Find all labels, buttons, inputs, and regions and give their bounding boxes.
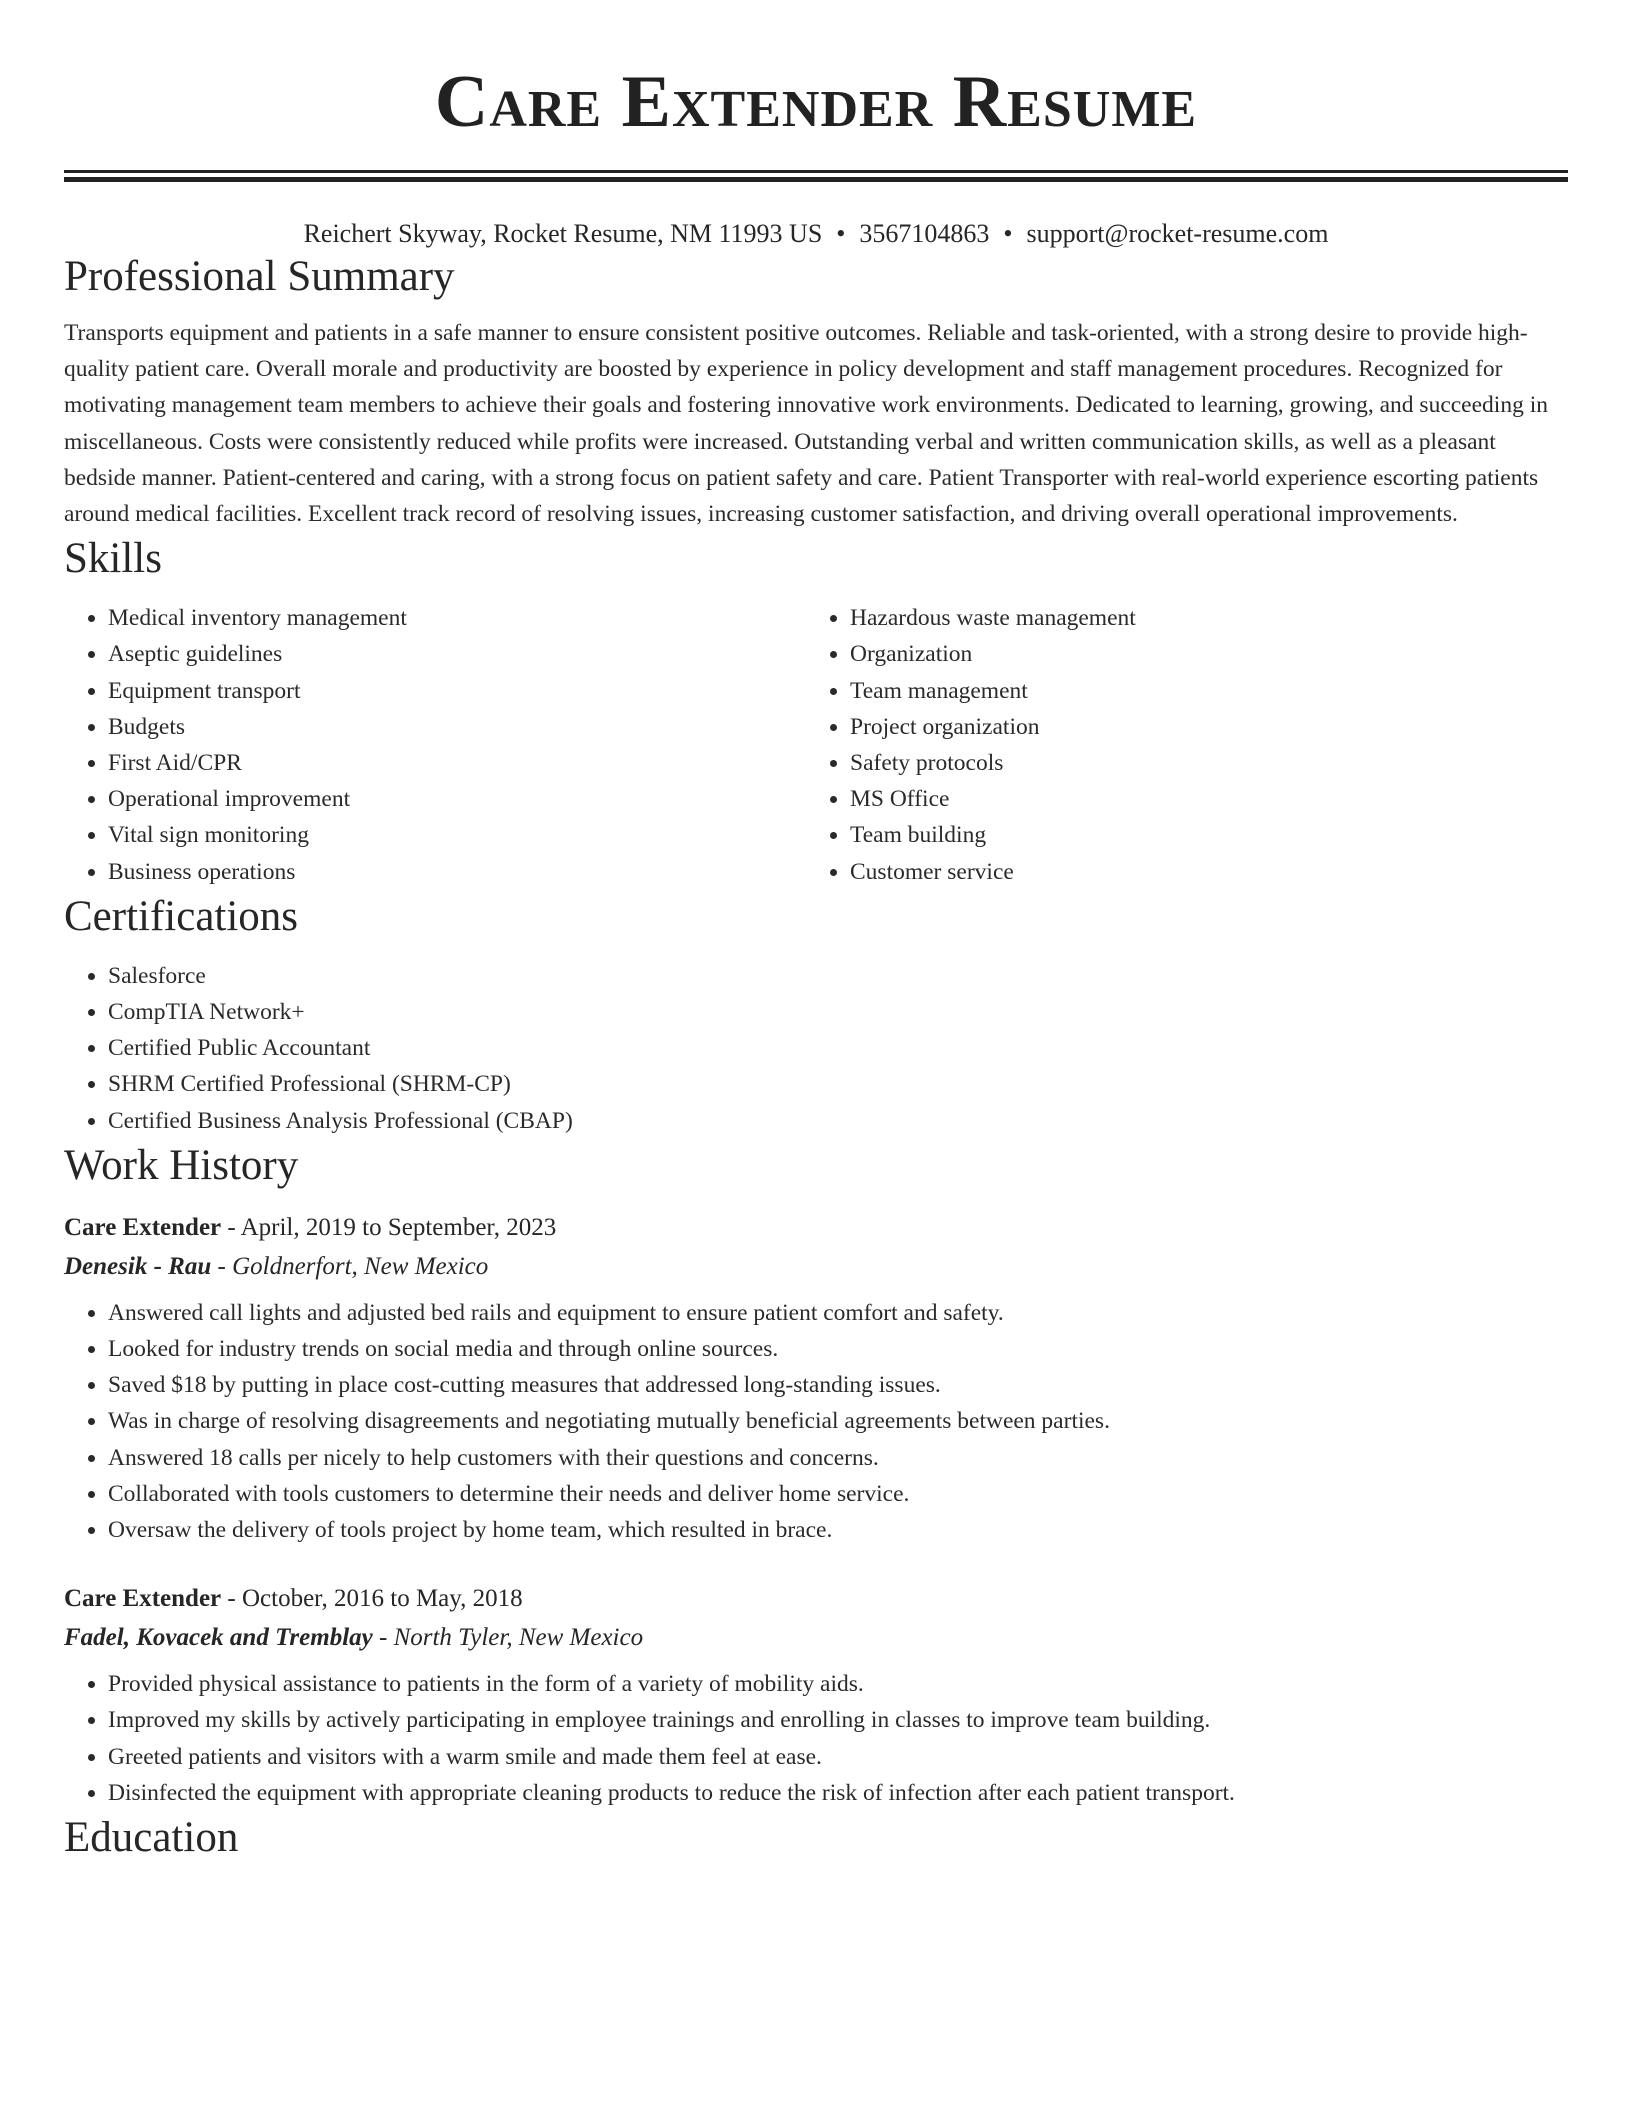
contact-email: support@rocket-resume.com (1026, 219, 1329, 248)
job-company: Denesik - Rau (64, 1252, 212, 1280)
job-title-line (64, 1209, 1568, 1247)
job-bullet: • Provided physical assistance to patients in the form of a variety of mobility aids. (108, 1666, 1568, 1702)
job-company-line (64, 1618, 1568, 1658)
job-dates: October, 2016 to May, 2018 (241, 1585, 523, 1613)
job-bullet: • Answered call lights and adjusted bed rails and equipment to ensure patient comfort and safety. (108, 1295, 1568, 1331)
skill-item: • Hazardous waste management (850, 600, 1568, 636)
skill-item: • Project organization (850, 709, 1568, 745)
skill-item: • Safety protocols (850, 745, 1568, 781)
job-dash: - (221, 1585, 242, 1613)
contact-separator: • (1003, 219, 1013, 248)
skill-item: • Team management (850, 673, 1568, 709)
skill-item: • Organization (850, 636, 1568, 672)
job-company: Fadel, Kovacek and Tremblay (64, 1624, 373, 1652)
job-title-line (64, 1580, 1568, 1618)
skill-item: • Customer service (850, 854, 1568, 890)
skill-item: • MS Office (850, 781, 1568, 817)
section-heading-certifications: Certifications (64, 892, 299, 940)
section-heading-education: Education (64, 1814, 239, 1862)
skill-item: • Equipment transport (108, 673, 806, 709)
job-dash: - (221, 1213, 241, 1241)
certifications-list (64, 958, 1568, 1139)
skill-item: • Team building (850, 817, 1568, 853)
section-heading-work-history: Work History (64, 1141, 299, 1189)
skill-item: • Medical inventory management (108, 600, 806, 636)
contact-address: Reichert Skyway, Rocket Resume, NM 11993 US (303, 219, 823, 248)
section-heading-summary: Professional Summary (64, 253, 455, 300)
certification-item: • CompTIA Network+ (108, 994, 1568, 1030)
contact-separator: • (836, 219, 846, 248)
summary-text: Transports equipment and patients in a safe manner to ensure consistent positive outcomes. Reliable and task-oriented, with a strong desire to provide high-quality patient care. Overall morale and productivity are boosted by experience in policy development and staff management procedures. Recognized for motivating management team members to achieve their goals and fostering innovative work environments. Dedicated to learning, growing, and succeeding in miscellaneous. Costs were consistently reduced while profits were increased. Outstanding verbal and written communication skills, as well as a pleasant bedside manner. Patient-centered and caring, with a strong focus on patient safety and care. Patient Transporter with real-world experience escorting patients around medical facilities. Excellent track record of resolving issues, increasing customer satisfaction, and driving overall operational improvements. (64, 320, 1548, 528)
job-entry (64, 1209, 1568, 1548)
education-section (64, 1811, 1568, 1865)
job-location: Goldnerfort, New Mexico (232, 1252, 489, 1280)
job-entry (64, 1580, 1568, 1811)
skills-columns (64, 600, 1568, 890)
job-dash: - (372, 1624, 394, 1652)
certification-item: • Certified Public Accountant (108, 1030, 1568, 1066)
job-bullets (64, 1295, 1568, 1548)
resume-title: Care Extender Resume (434, 61, 1198, 143)
job-bullet: • Oversaw the delivery of tools project by home team, which resulted in brace. (108, 1512, 1568, 1548)
certification-item: • Certified Business Analysis Professional (CBAP) (108, 1103, 1568, 1139)
job-bullet: • Improved my skills by actively participating in employee trainings and enrolling in classes to improve team building. (108, 1702, 1568, 1738)
job-bullet: • Was in charge of resolving disagreements and negotiating mutually beneficial agreements between parties. (108, 1403, 1568, 1439)
job-title: Care Extender (64, 1585, 222, 1613)
job-bullet: • Looked for industry trends on social media and through online sources. (108, 1331, 1568, 1367)
job-bullets (64, 1666, 1568, 1811)
skill-item: • Business operations (108, 854, 806, 890)
job-dash: - (211, 1252, 233, 1280)
certification-item: • SHRM Certified Professional (SHRM-CP) (108, 1066, 1568, 1102)
job-title: Care Extender (64, 1213, 222, 1241)
job-bullet: • Answered 18 calls per nicely to help customers with their questions and concerns. (108, 1440, 1568, 1476)
skill-item: • Budgets (108, 709, 806, 745)
professional-summary-section (64, 250, 1568, 532)
skill-item: • Vital sign monitoring (108, 817, 806, 853)
skills-list-left (64, 600, 806, 890)
job-location: North Tyler, New Mexico (393, 1624, 644, 1652)
job-bullet: • Saved $18 by putting in place cost-cutting measures that addressed long-standing issues. (108, 1367, 1568, 1403)
title-double-rule (64, 170, 1568, 182)
job-bullet: • Collaborated with tools customers to determine their needs and deliver home service. (108, 1476, 1568, 1512)
skill-item: • Operational improvement (108, 781, 806, 817)
certification-item: • Salesforce (108, 958, 1568, 994)
skill-item: • First Aid/CPR (108, 745, 806, 781)
section-heading-skills: Skills (64, 535, 162, 583)
job-bullet: • Disinfected the equipment with appropriate cleaning products to reduce the risk of infection after each patient transport. (108, 1775, 1568, 1811)
skills-list-right (806, 600, 1568, 890)
contact-phone: 3567104863 (859, 219, 990, 248)
work-history-section (64, 1139, 1568, 1811)
certifications-section (64, 890, 1568, 1139)
job-dates: April, 2019 to September, 2023 (240, 1213, 557, 1241)
job-company-line (64, 1247, 1568, 1287)
job-bullet: • Greeted patients and visitors with a warm smile and made them feel at ease. (108, 1739, 1568, 1775)
skills-section (64, 532, 1568, 890)
contact-line (64, 218, 1568, 250)
skill-item: • Aseptic guidelines (108, 636, 806, 672)
